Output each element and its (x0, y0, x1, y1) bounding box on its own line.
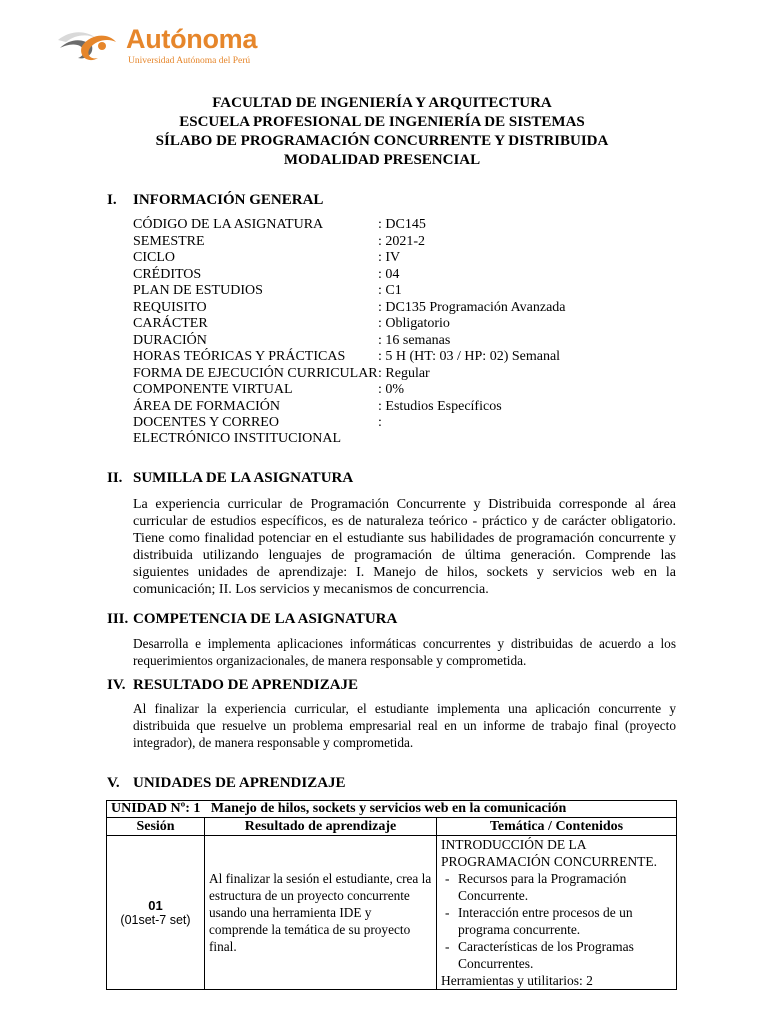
info-label: CARÁCTER (133, 316, 208, 331)
info-label: FORMA DE EJECUCIÓN CURRICULAR (133, 365, 378, 381)
info-label: DOCENTES Y CORREO ELECTRÓNICO INSTITUCIONAL (133, 415, 342, 446)
session-cell (107, 836, 205, 990)
column-header-session: Sesión (107, 818, 205, 836)
section-title: UNIDADES DE APRENDIZAJE (133, 775, 346, 791)
title-faculty: FACULTAD DE INGENIERÍA Y ARQUITECTURA (212, 95, 552, 111)
table-column-headers (107, 818, 677, 836)
info-value: : DC145 (378, 217, 426, 232)
unit-header-row (107, 801, 677, 818)
info-value: : 0% (378, 382, 405, 397)
result-cell: Al finalizar la sesión el estudiante, crea la estructura de un proyecto concurrente usando una herramienta IDE y comprende la temática de su proyecto final. (205, 836, 437, 990)
section-number: I. (107, 192, 117, 208)
tools-line: Herramientas y utilitarios: 2 (441, 973, 593, 988)
resultado-paragraph: Al finalizar la experiencia curricular, el estudiante implementa una aplicación concurrente y distribuida que resuelve un problema empresarial real en un informe de trabajo final (proyecto integrador), de manera responsable y comprometida. (133, 701, 676, 750)
info-label: CRÉDITOS (133, 266, 202, 282)
info-label: CICLO (133, 250, 175, 265)
unit-title: Manejo de hilos, sockets y servicios web en la comunicación (210, 801, 567, 816)
section-heading-unidades (107, 775, 346, 792)
section-heading-competencia (107, 611, 397, 628)
info-value: : (378, 415, 382, 430)
unit-table (106, 800, 677, 990)
info-value: : Estudios Específicos (378, 398, 502, 414)
column-header-result: Resultado de aprendizaje (205, 818, 437, 836)
info-value: : 2021-2 (378, 233, 426, 249)
section-title: RESULTADO DE APRENDIZAJE (133, 677, 359, 693)
unit-header-cell (107, 801, 677, 818)
session-dates: (01set-7 set) (120, 913, 191, 927)
info-value: : 04 (378, 266, 400, 282)
info-label: CÓDIGO DE LA ASIGNATURA (133, 217, 324, 232)
info-label: COMPONENTE VIRTUAL (133, 382, 293, 397)
info-value: : Regular (378, 365, 430, 381)
table-row (107, 836, 677, 990)
section-number: V. (107, 775, 120, 791)
list-item: - Recursos para la Programación Concurrente. (441, 870, 672, 904)
info-label: REQUISITO (133, 299, 207, 315)
topics-cell (437, 836, 677, 990)
university-logo (56, 24, 266, 70)
document-titles (0, 94, 768, 170)
section-number: II. (107, 470, 123, 486)
competencia-paragraph: Desarrolla e implementa aplicaciones informáticas concurrentes y distribuidas de acuerdo a los requerimientos organizacionales, de manera responsable y comprometida. (133, 636, 676, 668)
brand-tagline: Universidad Autónoma del Perú (128, 56, 251, 66)
topic-title: INTRODUCCIÓN DE LA PROGRAMACIÓN CONCURRENTE. (441, 837, 658, 869)
section-heading-sumilla (107, 470, 353, 487)
info-value: : Obligatorio (378, 316, 450, 331)
sumilla-paragraph: La experiencia curricular de Programación Concurrente y Distribuida corresponde al área curricular de estudios específicos, es de naturaleza teórico - práctico y de carácter obligatorio. Tiene como finalidad potenciar en el estudiante sus habilidades de programación concurrente y distribuida utilizando lenguajes de programación de última generación. Comprende las siguientes unidades de aprendizaje: I. Manejo de hilos, sockets y servicios web en la comunicación; II. Los servicios y mecanismos de concurrencia. (133, 497, 676, 597)
session-number: 01 (148, 898, 163, 913)
list-item: - Características de los Programas Concurrentes. (441, 938, 672, 972)
section-title: COMPETENCIA DE LA ASIGNATURA (133, 611, 398, 627)
section-number: III. (107, 611, 129, 627)
section-heading-resultado (107, 677, 358, 694)
info-value: : C1 (378, 283, 402, 298)
brand-name: Autónoma (126, 24, 258, 54)
info-label: PLAN DE ESTUDIOS (133, 283, 263, 298)
section-title: SUMILLA DE LA ASIGNATURA (133, 470, 354, 486)
info-label: ÁREA DE FORMACIÓN (133, 398, 281, 414)
info-label: DURACIÓN (133, 332, 207, 348)
title-modality: MODALIDAD PRESENCIAL (283, 152, 481, 168)
info-label: HORAS TEÓRICAS Y PRÁCTICAS (133, 349, 346, 364)
list-item: - Interacción entre procesos de un programa concurrente. (441, 904, 672, 938)
info-label: SEMESTRE (133, 233, 205, 249)
section-title: INFORMACIÓN GENERAL (133, 192, 324, 208)
info-value: : IV (378, 250, 401, 265)
info-value: : DC135 Programación Avanzada (378, 299, 566, 315)
autonoma-logo-icon (56, 28, 118, 64)
info-value: : 16 semanas (378, 332, 451, 348)
section-number: IV. (107, 677, 126, 693)
topic-list (441, 870, 672, 972)
section-heading-general-info (107, 192, 323, 209)
info-value: : 5 H (HT: 03 / HP: 02) Semanal (378, 349, 561, 364)
unit-label: UNIDAD Nº: 1 (111, 801, 201, 816)
column-header-topics: Temática / Contenidos (437, 818, 677, 836)
title-syllabus: SÍLABO DE PROGRAMACIÓN CONCURRENTE Y DISTRIBUIDA (155, 133, 609, 149)
title-school: ESCUELA PROFESIONAL DE INGENIERÍA DE SISTEMAS (179, 114, 585, 130)
